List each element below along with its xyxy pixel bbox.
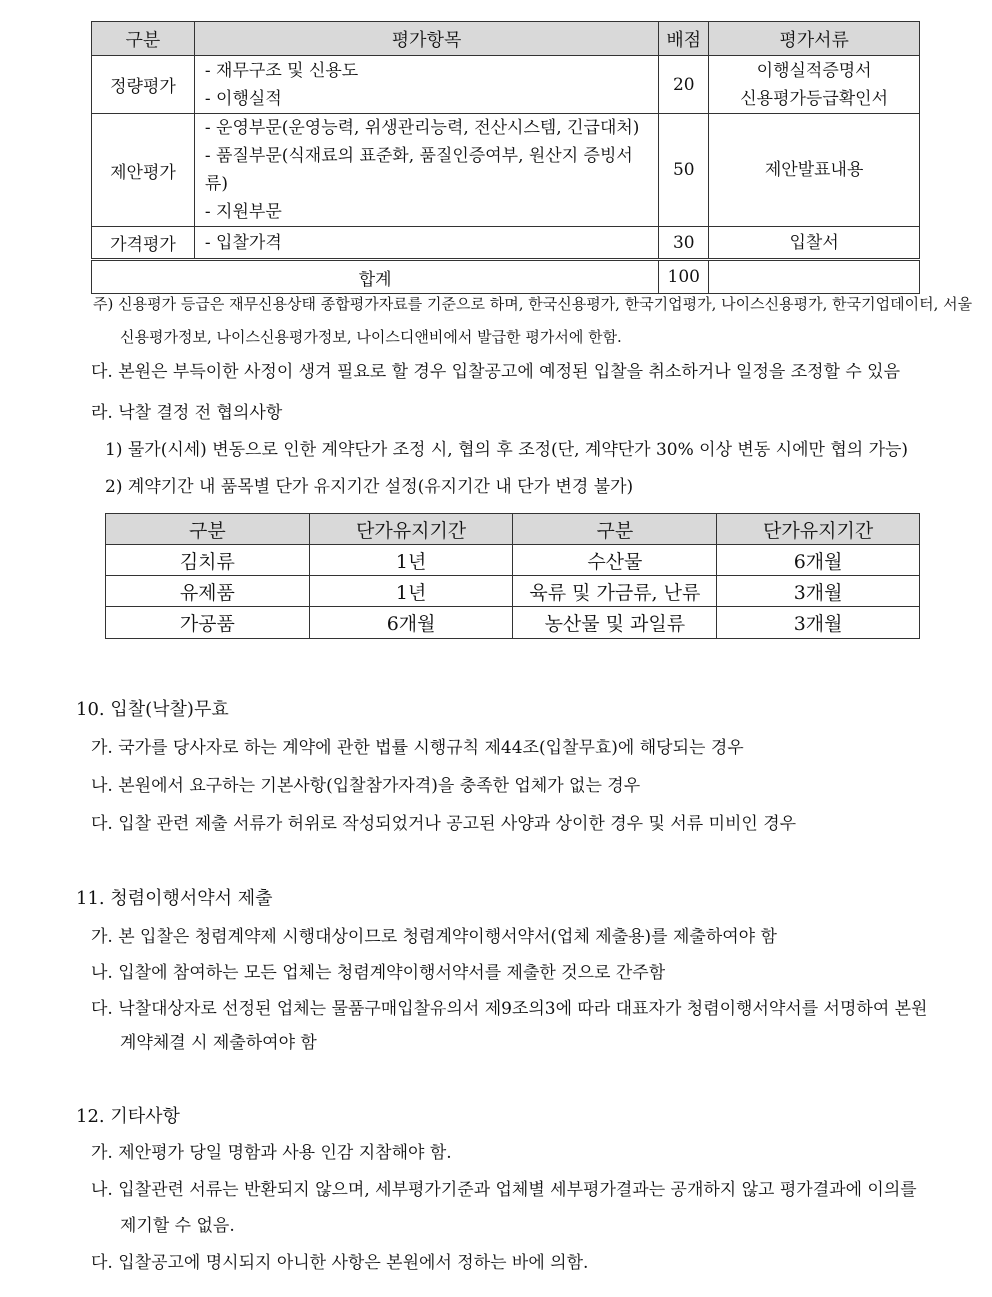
section-12-item-2: 나. 입찰관련 서류는 반환되지 않으며, 세부평가기준과 업체별 세부평가결과는 공개하지 않고 평가결과에 이의를 [91,1180,917,1200]
total-empty-cell [709,260,920,294]
header-docs: 평가서류 [709,22,920,56]
cell: 3개월 [717,576,920,607]
section-11-item-1: 가. 본 입찰은 청렴계약제 시행대상이므로 청렴계약이행서약서(업체 제출용)를 제출하여야 함 [91,927,777,947]
row-category: 정량평가 [92,56,195,114]
paragraph-da: 다. 본원은 부득이한 사정이 생겨 필요로 할 경우 입찰공고에 예정된 입찰을 취소하거나 일정을 조정할 수 있음 [91,362,901,382]
section-10-item-3: 다. 입찰 관련 제출 서류가 허위로 작성되었거나 공고된 사양과 상이한 경우 및 서류 미비인 경우 [91,814,797,834]
item: - 재무구조 및 신용도 [205,57,652,85]
cell: 6개월 [717,545,920,576]
cell: 가공품 [106,607,310,639]
cell: 6개월 [309,607,513,639]
total-score: 100 [659,260,709,294]
cell: 수산물 [513,545,717,576]
section-12-item-3: 다. 입찰공고에 명시되지 아니한 사항은 본원에서 정하는 바에 의함. [91,1253,589,1273]
table-row [106,545,920,576]
header-category: 구분 [92,22,195,56]
row-items [194,227,658,260]
table-row [92,114,920,227]
item: - 운영부문(운영능력, 위생관리능력, 전산시스템, 긴급대처) [205,114,652,142]
cell: 1년 [309,545,513,576]
section-10-item-2: 나. 본원에서 요구하는 기본사항(입찰참가자격)을 충족한 업체가 없는 경우 [91,776,641,796]
section-10-title: 10. 입찰(낙찰)무효 [76,699,229,720]
item: - 입찰가격 [205,229,652,257]
paragraph-ra-item-2: 2) 계약기간 내 품목별 단가 유지기간 설정(유지기간 내 단가 변경 불가) [105,477,634,497]
cell: 김치류 [106,545,310,576]
paragraph-ra-item-1: 1) 물가(시세) 변동으로 인한 계약단가 조정 시, 협의 후 조정(단, 계약단가 30% 이상 변동 시에만 협의 가능) [105,440,909,460]
row-items [194,56,658,114]
section-11-title: 11. 청렴이행서약서 제출 [76,888,273,909]
section-10-item-1: 가. 국가를 당사자로 하는 계약에 관한 법률 시행규칙 제44조(입찰무효)에 해당되는 경우 [91,738,744,758]
table-header-row [106,514,920,545]
header-period: 단가유지기간 [717,514,920,545]
doc: 이행실적증명서 [756,60,872,81]
table-row [92,227,920,260]
item: - 품질부문(식재료의 표준화, 품질인증여부, 원산지 증빙서류) [205,142,652,198]
cell: 유제품 [106,576,310,607]
doc: 입찰서 [789,232,839,253]
header-category: 구분 [106,514,310,545]
evaluation-table [91,21,920,294]
table-row [106,576,920,607]
cell: 육류 및 가금류, 난류 [513,576,717,607]
row-score: 50 [659,114,709,227]
row-category: 가격평가 [92,227,195,260]
row-score: 30 [659,227,709,260]
section-11-item-2: 나. 입찰에 참여하는 모든 업체는 청렴계약이행서약서를 제출한 것으로 간주함 [91,963,666,983]
item: - 이행실적 [205,85,652,113]
cell: 3개월 [717,607,920,639]
doc: 제안발표내용 [764,160,864,180]
total-label: 합계 [92,260,659,294]
table-total-row [92,260,920,294]
price-period-table [105,513,920,639]
doc: 신용평가등급확인서 [740,88,889,109]
row-score: 20 [659,56,709,114]
section-12-item-2-cont: 제기할 수 없음. [120,1216,235,1236]
note-line-2: 신용평가정보, 나이스신용평가정보, 나이스디앤비에서 발급한 평가서에 한함. [120,328,622,346]
section-11-item-3-cont: 계약체결 시 제출하여야 함 [120,1033,317,1053]
header-category: 구분 [513,514,717,545]
section-11-item-3: 다. 낙찰대상자로 선정된 업체는 물품구매입찰유의서 제9조의3에 따라 대표자가 청렴이행서약서를 서명하여 본원 [91,999,928,1019]
row-category: 제안평가 [92,114,195,227]
section-12-item-1: 가. 제안평가 당일 명함과 사용 인감 지참해야 함. [91,1143,452,1163]
item: - 지원부문 [205,198,652,226]
header-items: 평가항목 [194,22,658,56]
section-12-title: 12. 기타사항 [76,1106,180,1127]
row-docs [709,227,920,260]
row-items [194,114,658,227]
cell: 1년 [309,576,513,607]
note-line-1: 주) 신용평가 등급은 재무신용상태 종합평가자료를 기준으로 하며, 한국신용평가, 한국기업평가, 나이스신용평가, 한국기업데이터, 서울 [93,295,973,313]
table-row [106,607,920,639]
table-header-row [92,22,920,56]
cell: 농산물 및 과일류 [513,607,717,639]
header-score: 배점 [659,22,709,56]
header-period: 단가유지기간 [309,514,513,545]
paragraph-ra-title: 라. 낙찰 결정 전 협의사항 [91,403,283,423]
row-docs [709,114,920,227]
row-docs [709,56,920,114]
table-row [92,56,920,114]
